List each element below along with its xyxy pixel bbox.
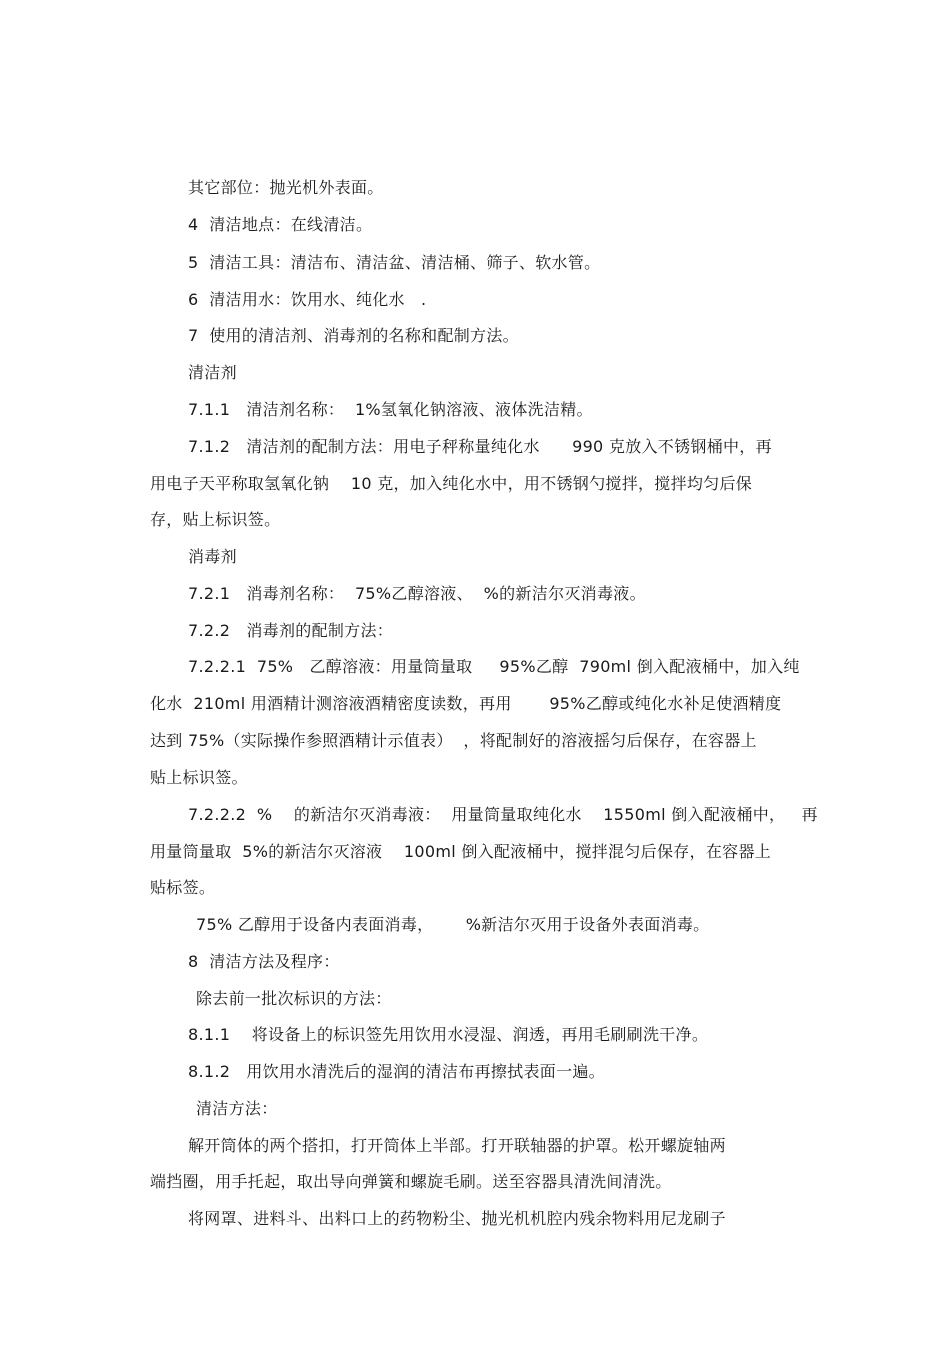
line-cleaning-tools: 5 清洁工具：清洁布、清洁盆、清洁桶、筛子、软水管。 <box>188 253 601 272</box>
line-disinfectant-prep-heading: 7.2.2 消毒剂的配制方法： <box>188 621 394 640</box>
line-detergent-heading: 清洁剂 <box>188 363 237 382</box>
line-cleaning-water: 6 清洁用水：饮用水、纯化水 . <box>188 290 427 309</box>
line-cleaning-procedure-heading: 8 清洁方法及程序： <box>188 952 340 971</box>
line-agents-heading: 7 使用的清洁剂、消毒剂的名称和配制方法。 <box>188 326 519 345</box>
line-detergent-name: 7.1.1 清洁剂名称： 1%氢氧化钠溶液、液体洗洁精。 <box>188 400 593 419</box>
line-disinfectant-name: 7.2.1 消毒剂名称： 75%乙醇溶液、 %的新洁尔灭消毒液。 <box>188 584 646 603</box>
line-detergent-prep-1: 7.1.2 清洁剂的配制方法：用电子秤称量纯化水 990 克放入不锈钢桶中，再 <box>188 437 772 456</box>
line-remove-label-step-1: 8.1.1 将设备上的标识签先用饮用水浸湿、润透，再用毛刷刷洗干净。 <box>188 1025 709 1044</box>
line-bromogeramine-prep-1: 7.2.2.2 % 的新洁尔灭消毒液： 用量筒量取纯化水 1550ml 倒入配液桶中， 再 <box>188 805 818 824</box>
line-detergent-prep-3: 存，贴上标识签。 <box>150 510 281 529</box>
line-ethanol-prep-4: 贴上标识签。 <box>150 768 248 787</box>
line-cleaning-location: 4 清洁地点：在线清洁。 <box>188 215 373 234</box>
line-cleaning-method-2: 端挡圈，用手托起，取出导向弹簧和螺旋毛刷。送至容器具清洗间清洗。 <box>150 1172 672 1191</box>
line-cleaning-method-1: 解开筒体的两个搭扣，打开筒体上半部。打开联轴器的护罩。松开螺旋轴两 <box>188 1136 726 1155</box>
line-bromogeramine-prep-2: 用量筒量取 5%的新洁尔灭溶液 100ml 倒入配液桶中，搅拌混匀后保存，在容器上 <box>150 842 772 861</box>
line-other-parts: 其它部位：抛光机外表面。 <box>188 178 384 197</box>
line-disinfectant-heading: 消毒剂 <box>188 547 237 566</box>
line-ethanol-prep-2: 化水 210ml 用酒精计测溶液酒精密度读数，再用 95%乙醇或纯化水补足使酒精度 <box>150 694 782 713</box>
line-disinfectant-usage: 75% 乙醇用于设备内表面消毒， %新洁尔灭用于设备外表面消毒。 <box>196 915 710 934</box>
line-ethanol-prep-1: 7.2.2.1 75% 乙醇溶液：用量筒量取 95%乙醇 790ml 倒入配液桶中，加入纯 <box>188 657 800 676</box>
line-ethanol-prep-3: 达到 75%（实际操作参照酒精计示值表） ，将配制好的溶液摇匀后保存，在容器上 <box>150 731 757 750</box>
line-remove-label-heading: 除去前一批次标识的方法： <box>196 989 392 1008</box>
line-bromogeramine-prep-3: 贴标签。 <box>150 878 216 897</box>
line-cleaning-method-heading: 清洁方法： <box>196 1099 278 1118</box>
line-remove-label-step-2: 8.1.2 用饮用水清洗后的湿润的清洁布再擦拭表面一遍。 <box>188 1062 605 1081</box>
line-detergent-prep-2: 用电子天平称取氢氧化钠 10 克，加入纯化水中，用不锈钢勺搅拌，搅拌均匀后保 <box>150 474 753 493</box>
line-cleaning-method-3: 将网罩、进料斗、出料口上的药物粉尘、抛光机机腔内残余物料用尼龙刷子 <box>188 1209 726 1228</box>
